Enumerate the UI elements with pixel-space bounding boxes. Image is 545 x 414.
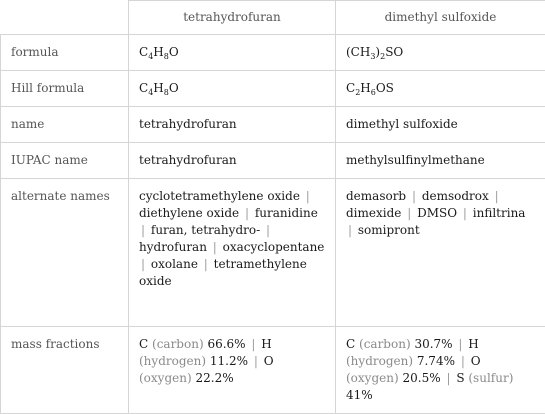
separator: | [346,223,354,237]
formula-part: C [139,45,148,59]
alternate-name: somipront [358,223,420,237]
separator: | [405,206,413,220]
formula-subscript: 2 [380,52,385,61]
column-header-dimethyl-sulfoxide: dimethyl sulfoxide [336,1,545,35]
formula-subscript: 3 [370,52,375,61]
separator: | [243,206,251,220]
formula-subscript: 8 [164,88,169,97]
formula-subscript: 8 [164,52,169,61]
hill-formula-row [1,71,545,107]
formula-dmso [336,35,545,71]
column-header-tetrahydrofuran: tetrahydrofuran [129,1,336,35]
name-thf: tetrahydrofuran [129,107,336,143]
mass-fractions-thf [129,327,336,414]
formula-part: OS [376,81,394,95]
separator: | [304,189,312,203]
formula-subscript: 4 [148,52,153,61]
element-name: (carbon) [152,337,204,351]
alternate-name: demasorb [346,189,406,203]
formula-part: C [139,81,148,95]
formula-thf [129,35,336,71]
formula-part: C [346,81,355,95]
alternate-name: demsodrox [422,189,489,203]
element-name: (hydrogen) [346,354,413,368]
formula-subscript: 6 [371,88,376,97]
formula-part: H [153,45,163,59]
element-name: (oxygen) [139,371,192,385]
hill-formula-dmso [336,71,545,107]
row-label-alternate-names: alternate names [1,179,129,327]
element-name: (sulfur) [468,371,513,385]
element-symbol: S [456,371,464,385]
formula-part: ) [375,45,380,59]
formula-row [1,35,545,71]
fraction-value: 7.74% [417,354,455,368]
alternate-name: furan, tetrahydro- [151,223,260,237]
fraction-value: 30.7% [414,337,452,351]
separator: | [493,189,501,203]
row-label-hill-formula: Hill formula [1,71,129,107]
separator: | [202,257,210,271]
element-symbol: O [471,354,481,368]
fraction-value: 11.2% [210,354,248,368]
element-name: (carbon) [359,337,411,351]
alternate-names-dmso [336,179,545,327]
alternate-name: DMSO [417,206,457,220]
separator: | [252,354,260,368]
alternate-names-row [1,179,545,327]
mass-fractions-dmso [336,327,545,414]
corner-cell [1,1,129,35]
alternate-name: cyclotetramethylene oxide [139,189,300,203]
element-symbol: H [261,337,271,351]
alternate-names-thf [129,179,336,327]
fraction-value: 66.6% [207,337,245,351]
formula-part: H [153,81,163,95]
formula-subscript: 4 [148,88,153,97]
element-symbol: H [468,337,478,351]
formula-part: O [169,45,179,59]
alternate-name: dimexide [346,206,401,220]
element-name: (oxygen) [346,371,399,385]
hill-formula-thf [129,71,336,107]
row-label-formula: formula [1,35,129,71]
separator: | [461,206,469,220]
formula-part: O [169,81,179,95]
separator: | [456,337,464,351]
separator: | [410,189,418,203]
separator: | [444,371,452,385]
row-label-mass-fractions: mass fractions [1,327,129,414]
iupac-name-thf: tetrahydrofuran [129,143,336,179]
formula-part: (CH [346,45,370,59]
separator: | [211,240,219,254]
alternate-name: hydrofuran [139,240,207,254]
fraction-value: 41% [346,388,373,402]
name-dmso: dimethyl sulfoxide [336,107,545,143]
alternate-name: oxacyclopentane [223,240,325,254]
row-label-iupac-name: IUPAC name [1,143,129,179]
element-symbol: C [346,337,355,351]
iupac-name-dmso: methylsulfinylmethane [336,143,545,179]
row-label-name: name [1,107,129,143]
fraction-value: 22.2% [195,371,233,385]
header-row [1,1,545,35]
separator: | [264,223,272,237]
separator: | [139,223,147,237]
element-symbol: O [264,354,274,368]
separator: | [139,257,147,271]
formula-part: SO [385,45,403,59]
fraction-value: 20.5% [402,371,440,385]
formula-part: H [360,81,370,95]
separator: | [249,337,257,351]
alternate-name: furanidine [255,206,318,220]
alternate-name: infiltrina [473,206,526,220]
formula-subscript: 2 [355,88,360,97]
alternate-name: oxolane [151,257,198,271]
mass-fractions-row [1,327,545,414]
name-row [1,107,545,143]
alternate-name: tetramethylene oxide [139,257,307,288]
element-symbol: C [139,337,148,351]
iupac-name-row [1,143,545,179]
alternate-name: diethylene oxide [139,206,239,220]
element-name: (hydrogen) [139,354,206,368]
separator: | [459,354,467,368]
